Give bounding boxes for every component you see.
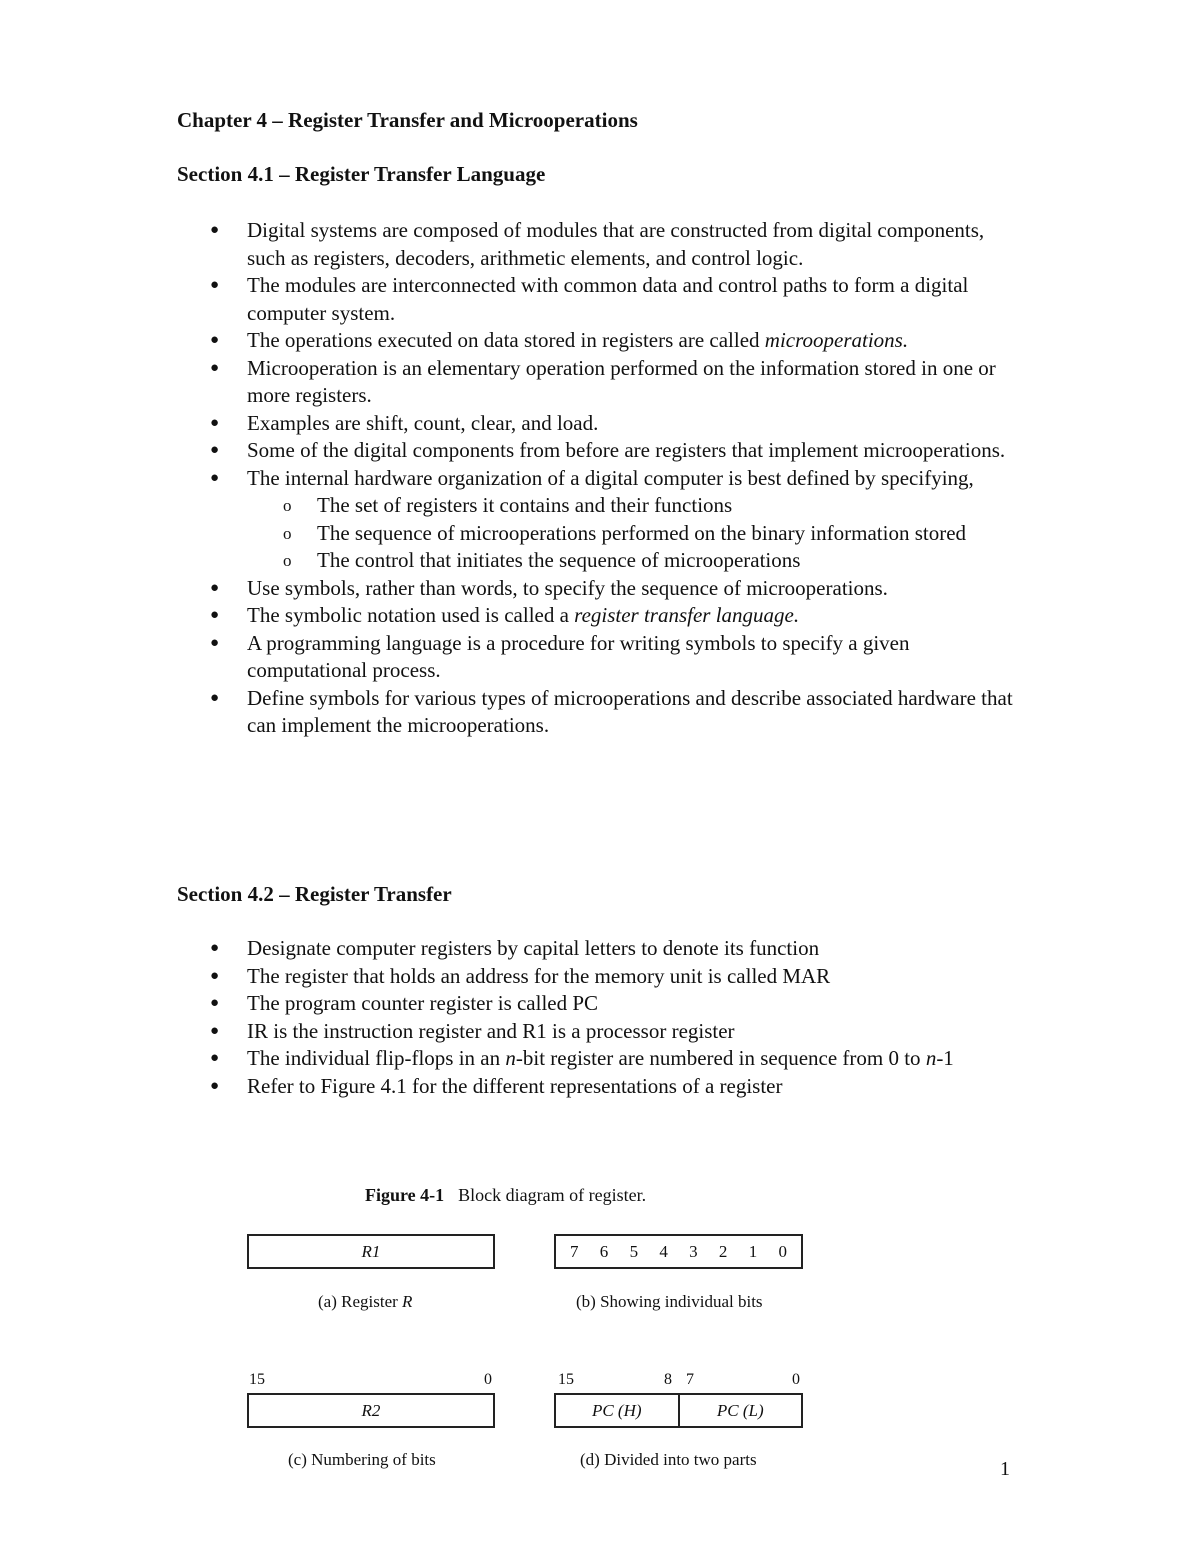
register-r1-box: R1 <box>247 1234 495 1269</box>
page-number: 1 <box>1000 1458 1010 1480</box>
subfigure-c-caption: (c) Numbering of bits <box>288 1450 436 1469</box>
bit-label: 5 <box>629 1241 639 1261</box>
bit-number-15: 15 <box>558 1371 574 1388</box>
bullet-icon: ● <box>210 689 220 706</box>
list-item: ● Use symbols, rather than words, to specify the sequence of microoperations. <box>177 575 1017 603</box>
bit-label: 6 <box>599 1241 609 1261</box>
bullet-icon: ● <box>210 222 220 238</box>
list-item: ● Microoperation is an elementary operation performed on the information stored in one or more registers. <box>210 355 996 407</box>
sub-list-item: o The sequence of microoperations performed on the binary information stored <box>247 520 1017 548</box>
bullet-icon: ● <box>210 332 220 348</box>
bit-label: 0 <box>778 1241 787 1261</box>
register-bits-box <box>554 1234 803 1269</box>
subfigure-b-caption: (b) Showing individual bits <box>576 1292 763 1311</box>
register-pc-box <box>554 1393 803 1428</box>
list-item: ● The symbolic notation used is called a register transfer language. <box>177 602 1017 630</box>
bit-number-0: 0 <box>484 1371 492 1388</box>
subfigure-d-caption: (d) Divided into two parts <box>580 1450 757 1469</box>
list-item: ● The individual flip-flops in an n-bit register are numbered in sequence from 0 to n-1 <box>177 1045 1017 1073</box>
list-item: ● The program counter register is called PC <box>177 990 1017 1018</box>
bit-number-7: 7 <box>686 1371 694 1388</box>
list-item: ● IR is the instruction register and R1 is a processor register <box>177 1018 1017 1046</box>
section-4-1-bullet-list <box>177 217 1017 740</box>
list-item: ● Refer to Figure 4.1 for the different representations of a register <box>177 1073 1017 1101</box>
bit-numbers <box>556 1242 801 1262</box>
bit-number-15: 15 <box>249 1371 265 1388</box>
list-item: ● Digital systems are composed of modules that are constructed from digital components, such as registers, decoders, arithmetic elements, and control logic. <box>210 218 985 270</box>
bullet-icon: ● <box>210 1050 220 1066</box>
list-item: ● Designate computer registers by capital letters to denote its function <box>177 935 1017 963</box>
bit-label: 1 <box>748 1241 758 1261</box>
list-item: ● The operations executed on data stored in registers are called microoperations. <box>177 327 1017 355</box>
bullet-icon: ● <box>210 469 220 486</box>
bullet-icon: ● <box>210 940 220 956</box>
figure-caption <box>365 1183 646 1207</box>
register-r2-box: R2 <box>247 1393 495 1428</box>
pc-high-half: PC (H) <box>591 1400 642 1420</box>
bullet-icon: ● <box>210 359 220 376</box>
bit-label: 3 <box>689 1241 698 1261</box>
bit-label: 4 <box>659 1241 668 1261</box>
bullet-icon: ● <box>210 414 220 431</box>
chapter-title: Chapter 4 – Register Transfer and Microoperations <box>177 108 638 132</box>
hollow-bullet-icon: o <box>283 523 292 543</box>
subfigure-a-caption: (a) Register R <box>318 1292 413 1311</box>
sub-list-item: o The set of registers it contains and their functions <box>247 492 1017 520</box>
section-4-2-heading: Section 4.2 – Register Transfer <box>177 882 452 906</box>
hollow-bullet-icon: o <box>283 551 292 570</box>
list-item: ● Some of the digital components from before are registers that implement microoperations. <box>177 437 1017 465</box>
figure-title: Block diagram of register. <box>458 1185 647 1205</box>
bullet-icon: ● <box>210 1077 220 1094</box>
bullet-icon: ● <box>210 607 220 623</box>
sub-list-item: o The control that initiates the sequence of microoperations <box>247 547 1017 575</box>
list-item: ● The internal hardware organization of a digital computer is best defined by specifying, o The set of registers it contains and their functions o The sequence of microoperations performed on the binary information stored o The control that initiates the sequence of microoperations <box>177 465 1017 575</box>
pc-low-half: PC (L) <box>678 1395 802 1426</box>
bullet-icon: ● <box>210 967 220 984</box>
list-item: ● A programming language is a procedure for writing symbols to specify a given computational process. <box>210 630 910 682</box>
bullet-icon: ● <box>210 579 220 596</box>
list-item: ● Define symbols for various types of microoperations and describe associated hardware that can implement the microoperations. <box>210 685 1013 737</box>
hollow-bullet-icon: o <box>283 496 292 515</box>
list-item: ● The register that holds an address for the memory unit is called MAR <box>177 963 1017 991</box>
figure-label: Figure 4-1 <box>365 1185 445 1205</box>
bit-number-0: 0 <box>792 1371 800 1388</box>
list-item: ● Examples are shift, count, clear, and load. <box>177 410 1017 438</box>
bullet-icon: ● <box>210 1022 220 1039</box>
bit-label: 7 <box>570 1241 579 1261</box>
bullet-icon: ● <box>210 442 220 458</box>
bullet-icon: ● <box>210 995 220 1011</box>
section-4-1-heading: Section 4.1 – Register Transfer Language <box>177 162 546 186</box>
bullet-icon: ● <box>210 277 220 293</box>
sub-bullet-list <box>247 492 1017 575</box>
section-4-2-bullet-list <box>177 935 1017 1100</box>
bit-number-8: 8 <box>664 1371 672 1388</box>
bit-label: 2 <box>718 1241 728 1261</box>
list-item: ● The modules are interconnected with common data and control paths to form a digital computer system. <box>210 273 969 325</box>
bullet-icon: ● <box>210 634 220 651</box>
